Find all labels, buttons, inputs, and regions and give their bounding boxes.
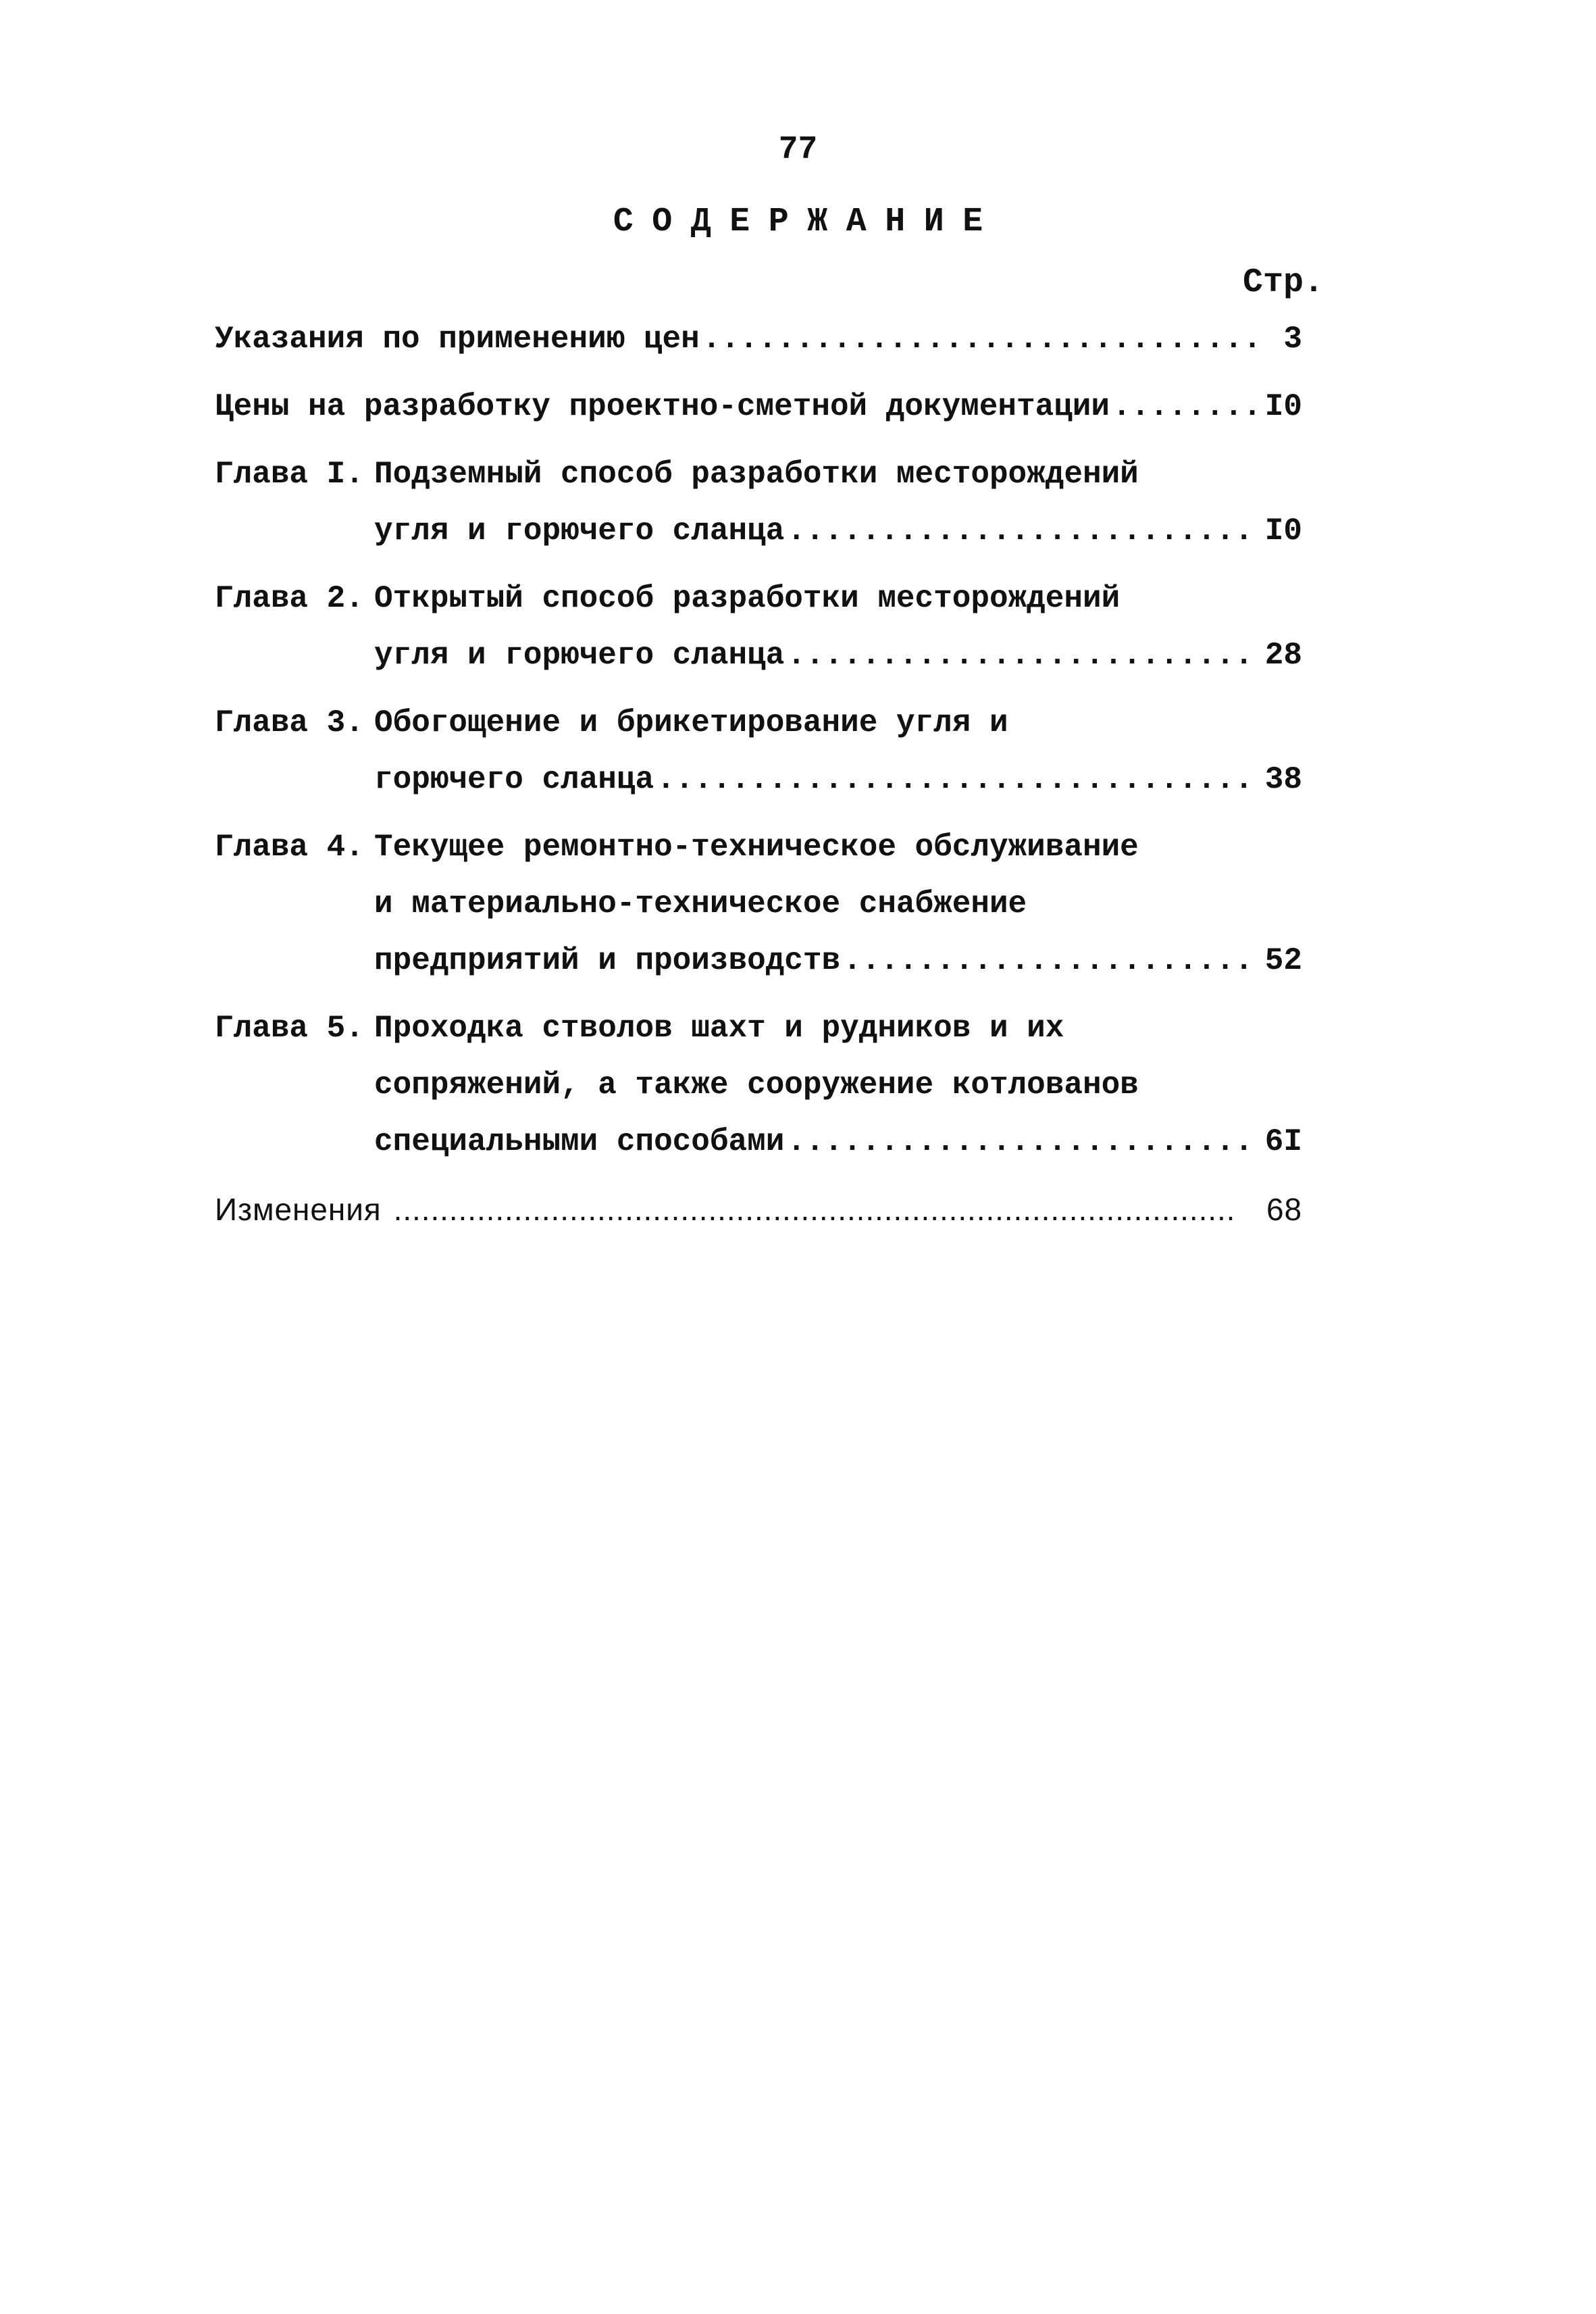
toc-entry-title: сопряжений, а также сооружение котлованов — [374, 1067, 1139, 1103]
chapter-label: Глава 5. — [215, 1011, 364, 1046]
toc-line — [215, 1181, 1302, 1238]
toc-line — [215, 311, 1302, 368]
toc-line — [374, 932, 1302, 989]
toc-page-number: 68 — [1266, 1192, 1302, 1227]
toc-entry-title: Обогощение и брикетирование угля и — [374, 705, 1008, 740]
toc-entry-title: угля и горючего сланца — [374, 638, 785, 673]
toc-entry-title: Открытый способ разработки месторождений — [374, 581, 1121, 616]
toc-line — [215, 378, 1302, 435]
dot-leader — [1112, 378, 1259, 435]
toc-entry-chapter-3[interactable] — [215, 695, 1302, 808]
toc-line — [374, 503, 1302, 559]
dot-leader — [787, 503, 1259, 559]
dot-leader — [394, 1181, 1237, 1238]
chapter-label: Глава 2. — [215, 581, 364, 616]
toc-entry-body — [374, 1000, 1302, 1170]
document-title: СОДЕРЖАНИЕ — [613, 203, 1002, 241]
chapter-label: Глава I. — [215, 457, 364, 492]
chapter-label: Глава 3. — [215, 705, 364, 740]
toc-entry-body — [374, 695, 1302, 808]
dot-leader — [843, 932, 1259, 989]
page-number: 77 — [778, 132, 818, 168]
toc-page-number: 38 — [1264, 762, 1302, 797]
chapter-label: Глава 4. — [215, 830, 364, 865]
toc-entry-title: Изменения — [215, 1192, 382, 1227]
toc-page-number: I0 — [1264, 389, 1302, 424]
dot-leader — [787, 627, 1259, 684]
toc-entry-body — [215, 378, 1302, 435]
dot-leader — [657, 751, 1259, 808]
toc-page-number: 28 — [1264, 638, 1302, 673]
toc-line — [374, 876, 1302, 932]
toc-entry-title: специальными способами — [374, 1124, 785, 1159]
toc-entry-body — [374, 570, 1302, 684]
toc-entry-body — [374, 446, 1302, 559]
toc-entry-title: Подземный способ разработки месторождений — [374, 457, 1139, 492]
toc-entry-chapter-2[interactable] — [215, 570, 1302, 684]
toc-page-number: 6I — [1264, 1124, 1302, 1159]
toc-entry-design-prices[interactable] — [215, 378, 1302, 435]
toc-page-number: 52 — [1264, 943, 1302, 978]
toc-entry-title: горючего сланца — [374, 762, 654, 797]
toc-entry-title: Проходка стволов шахт и рудников и их — [374, 1011, 1064, 1046]
toc-entry-chapter-1[interactable] — [215, 446, 1302, 559]
toc-entry-pricing-instructions[interactable] — [215, 311, 1302, 368]
toc-page-number: I0 — [1264, 513, 1302, 549]
dot-leader — [787, 1113, 1259, 1170]
toc-entry-chapter-5[interactable] — [215, 1000, 1302, 1170]
page-column-header: Стр. — [1242, 263, 1324, 302]
toc-entry-body — [215, 1181, 1302, 1238]
toc-line — [374, 570, 1302, 627]
toc-entry-title: угля и горючего сланца — [374, 513, 785, 549]
toc-line — [374, 446, 1302, 503]
toc-line — [374, 1000, 1302, 1057]
toc-line — [374, 751, 1302, 808]
toc-entry-title: и материально-техническое снабжение — [374, 886, 1027, 922]
toc-page-number: 3 — [1283, 322, 1302, 357]
toc-line — [374, 695, 1302, 751]
toc-entry-title: Цены на разработку проектно-сметной документации — [215, 389, 1110, 424]
toc-entry-chapter-4[interactable] — [215, 819, 1302, 989]
toc-entry-body — [215, 311, 1302, 368]
toc-line — [374, 1113, 1302, 1170]
toc-line — [374, 819, 1302, 876]
toc-line — [374, 1057, 1302, 1113]
toc-entry-changes[interactable] — [215, 1181, 1302, 1238]
toc-entry-title: Текущее ремонтно-техническое обслуживание — [374, 830, 1139, 865]
toc-entry-body — [374, 819, 1302, 989]
toc-entry-title: Указания по применению цен — [215, 322, 700, 357]
dot-leader — [702, 311, 1259, 368]
toc-line — [374, 627, 1302, 684]
toc-entry-title: предприятий и производств — [374, 943, 841, 978]
table-of-contents — [215, 311, 1302, 1249]
